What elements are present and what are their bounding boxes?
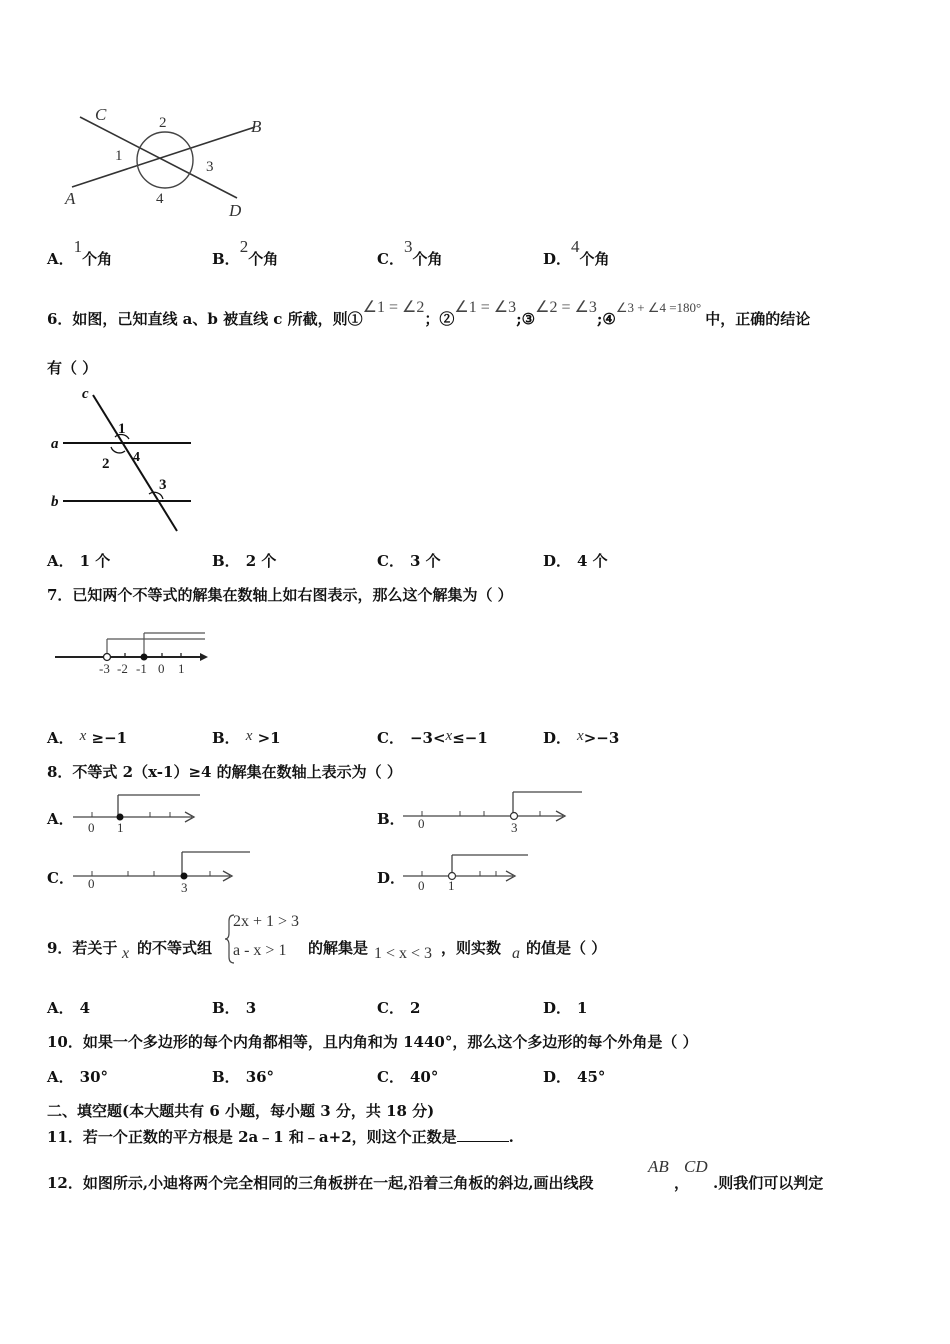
q12-stem [47, 1172, 594, 1193]
q12-comma: ， [674, 1174, 690, 1192]
q12-text: 12．如图所示,小迪将两个完全相同的三角板拼在一起,沿着三角板的斜边,画出线段 [47, 1174, 594, 1192]
option-label: A． [47, 1068, 74, 1086]
label-a: a [51, 436, 59, 452]
option-text: 4 个 [577, 552, 608, 570]
label-b: B [251, 117, 262, 136]
option-label: B． [212, 729, 240, 747]
q10-option-c[interactable] [377, 1066, 438, 1087]
q8-option-d-line [400, 850, 535, 896]
q6-stem-cont: 有（ ） [47, 359, 98, 377]
q6-option-d[interactable] [543, 550, 608, 571]
q8-stem: 8．不等式 2（x-1）≥4 的解集在数轴上表示为（ ） [47, 763, 402, 781]
tick-label: 1 [117, 820, 124, 835]
option-label: D． [543, 999, 572, 1017]
option-text: ≥−1 [91, 729, 128, 747]
q11-tail: . [508, 1128, 514, 1146]
q11-stem [47, 1126, 514, 1147]
option-text: 4 [79, 999, 91, 1017]
q9-stem-c: 的解集是 [308, 939, 369, 957]
option-num: 4 [571, 237, 580, 256]
q6-stem-text: 中，正确的结论 [705, 310, 811, 328]
option-label: B． [212, 999, 240, 1017]
q7-option-d[interactable] [543, 727, 619, 748]
option-label: C． [377, 250, 404, 268]
option-text: ≤−1 [452, 729, 488, 747]
option-label: A． [47, 552, 74, 570]
q6-expr-4: ∠3 + ∠4 =180° [615, 300, 702, 315]
q6-option-b[interactable] [212, 550, 276, 571]
q12-segment-cd: CD [684, 1157, 708, 1176]
option-label: B． [212, 250, 240, 268]
closed-point [141, 654, 148, 661]
q7-stem: 7．已知两个不等式的解集在数轴上如右图表示，那么这个解集为（ ） [47, 586, 513, 604]
tick-label: 0 [88, 876, 95, 891]
q5-option-a[interactable] [47, 237, 113, 269]
label-b: b [51, 494, 59, 510]
q12-segment-ab: AB [648, 1157, 669, 1176]
q6-option-a[interactable] [47, 550, 110, 571]
option-text: 36° [245, 1068, 275, 1086]
option-label: D． [377, 869, 406, 887]
q12-stem-b: .则我们可以判定 [713, 1174, 824, 1192]
option-text: 1 个 [79, 552, 111, 570]
option-text: 个角 [412, 250, 443, 268]
label-angle-1: 1 [115, 148, 123, 164]
q6-sep: ;④ [596, 310, 616, 328]
option-num: 3 [403, 237, 413, 256]
q9-system-line-1: 2x + 1 > 3 [233, 913, 300, 930]
q5-option-d[interactable] [543, 237, 610, 269]
option-text: 2 个 [245, 552, 277, 570]
option-var: x [577, 728, 584, 744]
q5-option-c[interactable] [377, 237, 443, 269]
tick-label: 0 [418, 878, 425, 893]
label-angle-3: 3 [159, 477, 167, 493]
option-text: >1 [257, 729, 281, 747]
tick-label: -3 [99, 661, 110, 676]
q6-expr-2: ∠1 = ∠3 [454, 299, 517, 316]
option-text: 45° [577, 1068, 606, 1086]
tick-label: 1 [448, 878, 455, 893]
q6-stem-text: 6．如图，己知直线 a、b 被直线 c 所截，则① [47, 310, 363, 328]
option-text: >−3 [583, 729, 620, 747]
option-label: B． [212, 552, 240, 570]
option-text: 3 [245, 999, 257, 1017]
q9-option-a[interactable] [47, 997, 90, 1018]
option-label: C． [377, 999, 404, 1017]
option-text: 2 [409, 999, 421, 1017]
section-heading: 二、填空题(本大题共有 6 小题，每小题 3 分，共 18 分) [47, 1102, 435, 1120]
q9-stem-d: ，则实数 [441, 939, 502, 957]
tick-label: 3 [511, 820, 518, 834]
q7-option-c[interactable] [377, 727, 488, 748]
q9-stem-a: 9．若关于 [47, 939, 118, 957]
q9-option-d[interactable] [543, 997, 587, 1018]
tick-label: 1 [178, 661, 185, 676]
option-label: D． [543, 250, 572, 268]
open-point [104, 654, 111, 661]
option-text: 3 个 [409, 552, 441, 570]
q9-var-a: a [512, 945, 520, 962]
option-text: 40° [409, 1068, 439, 1086]
angle-arc-2 [111, 447, 125, 453]
option-num: 1 [73, 237, 83, 256]
q9-option-c[interactable] [377, 997, 420, 1018]
q8-option-c-line [70, 848, 255, 894]
label-angle-2: 2 [102, 456, 110, 472]
line-ab [72, 127, 255, 187]
q6-expr-3: ∠2 = ∠3 [535, 299, 597, 316]
option-var: x [445, 728, 453, 744]
option-label: A． [47, 729, 74, 747]
option-label: C． [377, 1068, 404, 1086]
q7-option-a[interactable] [47, 727, 127, 748]
q9-var-x: x [122, 945, 130, 962]
axis-arrow [200, 653, 208, 661]
q5-figure [55, 100, 285, 225]
q11-answer-blank[interactable] [457, 1129, 509, 1142]
option-text: 个角 [82, 250, 113, 268]
option-label: B． [377, 810, 405, 828]
q11-text: 11．若一个正数的平方根是 2a﹣1 和﹣a+2，则这个正数是 [47, 1128, 457, 1146]
label-angle-4: 4 [156, 191, 164, 207]
option-var: x [245, 728, 253, 744]
option-text: 30° [79, 1068, 109, 1086]
q5-option-b[interactable] [212, 237, 279, 269]
option-label: B． [212, 1068, 240, 1086]
option-num: 2 [239, 237, 249, 256]
q10-option-b[interactable] [212, 1066, 274, 1087]
label-angle-1: 1 [118, 421, 126, 437]
q9-system-line-2: a - x > 1 [233, 942, 287, 959]
option-text: −3< [409, 729, 446, 747]
q10-option-d[interactable] [543, 1066, 605, 1087]
label-c: c [82, 386, 89, 402]
label-angle-2: 2 [159, 115, 167, 131]
tick-label: 3 [181, 880, 188, 894]
option-label: C． [377, 552, 404, 570]
label-a: A [65, 189, 76, 208]
tick-label: -2 [117, 661, 128, 676]
q6-option-c[interactable] [377, 550, 441, 571]
q9-stem-e: 的值是（ ） [526, 939, 607, 957]
option-text: 个角 [579, 250, 610, 268]
option-var: x [79, 728, 87, 744]
option-text: 1 [577, 999, 588, 1017]
option-label: C． [377, 729, 404, 747]
q10-option-a[interactable] [47, 1066, 108, 1087]
option-label: D． [543, 1068, 572, 1086]
q7-option-b[interactable] [212, 727, 281, 748]
option-label: C． [47, 869, 74, 887]
q8-option-b-line [400, 788, 585, 834]
tick-label: 0 [88, 820, 95, 835]
option-label: D． [543, 729, 572, 747]
q9-stem-b: 的不等式组 [137, 939, 213, 957]
option-label: A． [47, 810, 74, 828]
q6-expr-1: ∠1 = ∠2 [362, 299, 425, 316]
q6-stem [47, 299, 811, 329]
q9-solution: 1 < x < 3 [374, 945, 433, 962]
q6-figure [45, 383, 205, 538]
label-d: D [229, 201, 242, 220]
label-angle-4: 4 [133, 450, 140, 465]
q9-option-b[interactable] [212, 997, 256, 1018]
q10-stem: 10．如果一个多边形的每个内角都相等，且内角和为 1440°，那么这个多边形的每个外角是（ ） [47, 1033, 698, 1051]
label-c: C [95, 105, 107, 124]
tick-label: 0 [418, 816, 425, 831]
option-label: A． [47, 250, 74, 268]
q7-number-line [50, 625, 215, 680]
q6-sep: ；② [424, 310, 455, 328]
tick-label: -1 [136, 661, 147, 676]
label-angle-3: 3 [206, 159, 214, 175]
q8-option-a-line [70, 790, 205, 836]
option-label: D． [543, 552, 572, 570]
q6-sep: ;③ [516, 310, 536, 328]
option-label: A． [47, 999, 74, 1017]
option-text: 个角 [248, 250, 279, 268]
tick-label: 0 [158, 661, 165, 676]
